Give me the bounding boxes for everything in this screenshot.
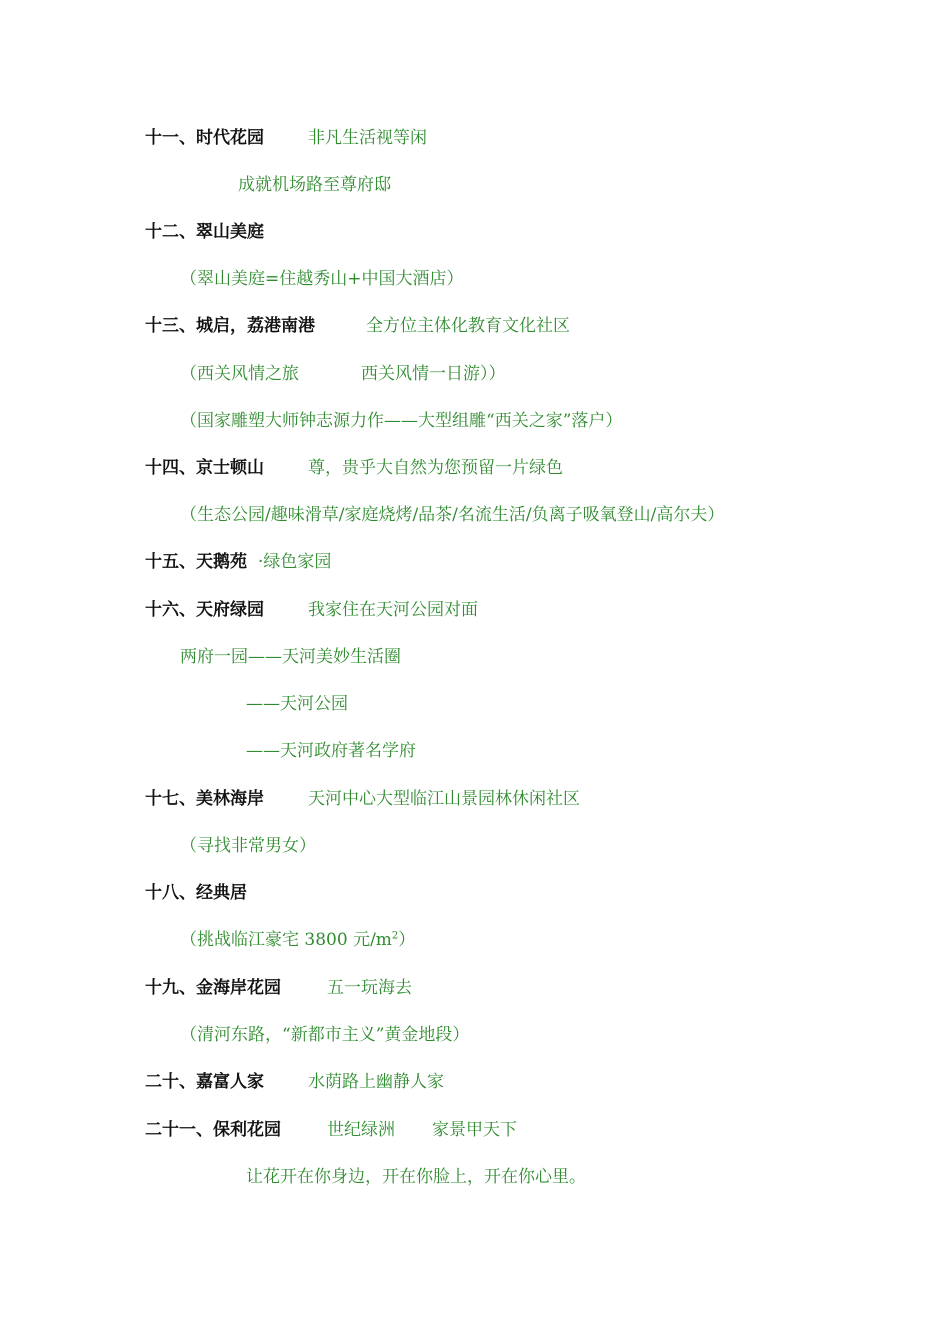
entry-16-subtext: 两府一园——天河美妙生活圈 — [180, 647, 401, 667]
entry-12-subtext: （翠山美庭=住越秀山+中国大酒店） — [180, 269, 464, 289]
entry-20-tagline: 水荫路上幽静人家 — [308, 1072, 444, 1092]
entry-13-heading: 十三、城启，荔港南港 — [145, 316, 315, 336]
entry-12-heading: 十二、翠山美庭 — [145, 222, 264, 242]
entry-18-close-paren: ） — [398, 930, 416, 950]
entry-19-tagline: 五一玩海去 — [327, 978, 412, 998]
entry-21-tagline-b: 家景甲天下 — [432, 1120, 517, 1140]
entry-14-subtext: （生态公园/趣味滑草/家庭烧烤/品茶/名流生活/负离子吸氧登山/高尔夫） — [180, 505, 725, 525]
entry-18-heading: 十八、经典居 — [145, 883, 247, 903]
entry-21-heading: 二十一、保利花园 — [145, 1120, 281, 1140]
entry-18-price-text: （挑战临江豪宅 3800 元/m — [180, 930, 392, 950]
entry-21-subtext: 让花开在你身边，开在你脸上，开在你心里。 — [246, 1167, 586, 1187]
entry-13-subtext-a: （西关风情之旅 — [180, 364, 299, 384]
entry-21-tagline-a: 世纪绿洲 — [327, 1120, 395, 1140]
entry-14-tagline: 尊，贵乎大自然为您预留一片绿色 — [308, 458, 563, 478]
entry-11-heading: 十一、时代花园 — [145, 128, 264, 148]
entry-11-subtext: 成就机场路至尊府邸 — [238, 175, 391, 195]
entry-19-heading: 十九、金海岸花园 — [145, 978, 281, 998]
entry-15-tagline: ·绿色家园 — [258, 552, 332, 572]
entry-16-subitem-school: ——天河政府著名学府 — [246, 741, 416, 761]
entry-13-tagline: 全方位主体化教育文化社区 — [366, 316, 570, 336]
entry-18-subtext — [180, 925, 415, 955]
entry-15-heading: 十五、天鹅苑 — [145, 552, 247, 572]
entry-17-subtext: （寻找非常男女） — [180, 836, 316, 856]
entry-18-unit-superscript: 2 — [391, 930, 399, 942]
entry-14-heading: 十四、京士顿山 — [145, 458, 264, 478]
entry-13-subtext-b: 西关风情一日游）） — [361, 364, 506, 384]
entry-17-tagline: 天河中心大型临江山景园林休闲社区 — [308, 789, 580, 809]
entry-16-subitem-park: ——天河公园 — [246, 694, 348, 714]
entry-17-heading: 十七、美林海岸 — [145, 789, 264, 809]
entry-19-subtext: （清河东路，“新都市主义”黄金地段） — [180, 1025, 470, 1045]
entry-11-tagline: 非凡生活视等闲 — [308, 128, 427, 148]
entry-16-tagline: 我家住在天河公园对面 — [308, 600, 478, 620]
entry-20-heading: 二十、嘉富人家 — [145, 1072, 264, 1092]
entry-13-subtext-c: （国家雕塑大师钟志源力作——大型组雕“西关之家”落户） — [180, 411, 623, 431]
entry-16-heading: 十六、天府绿园 — [145, 600, 264, 620]
